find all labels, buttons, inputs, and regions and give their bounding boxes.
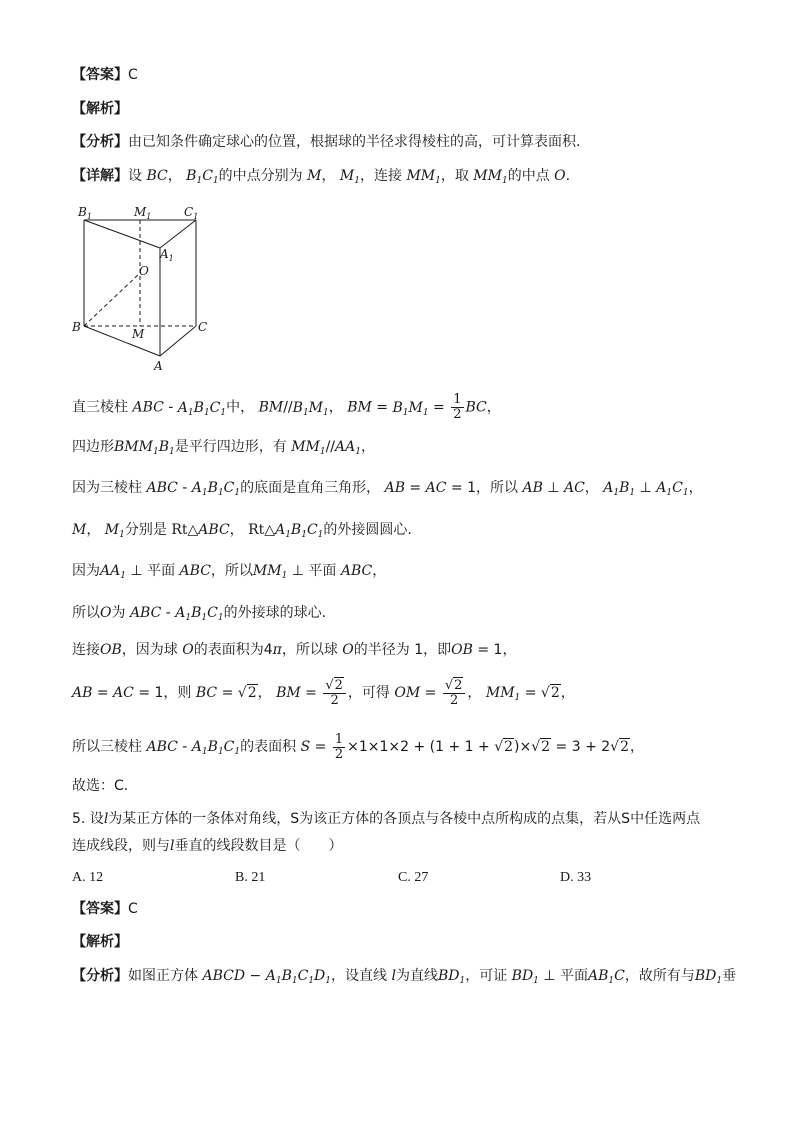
- solution-line-8: AB = AC = 1，则 BC = √2， BM = $\frac{√2}{2}$ ，可得 OM = $\frac{√2}{2}$ ， $MM_1 = √2$，: [72, 677, 575, 708]
- answer-line-2: [72, 899, 138, 919]
- question-5-line-1: 5. 设l为某正方体的一条体对角线，S为该正方体的各顶点与各棱中点所构成的点集，若从S中任选两点: [72, 811, 701, 827]
- analysis-label: 【解析】: [72, 101, 128, 117]
- solution-line-1: 直三棱柱 ABC - $A_1B_1C_1$中， $BM//B_1M_1$， BM = $B_1M_1$ = $\frac{1}{2}$ BC，: [72, 392, 501, 422]
- text: 平面: [308, 563, 337, 579]
- text: 直三棱柱: [72, 399, 128, 416]
- text: ，: [321, 168, 336, 184]
- text: C: [128, 901, 138, 917]
- text: 的底面是直角三角形，: [240, 480, 381, 496]
- label-m1: $M_1$: [134, 205, 152, 221]
- analysis-heading-1: [72, 99, 128, 119]
- solution-line-10: [72, 776, 128, 796]
- text: 平面: [560, 968, 589, 984]
- text: ，: [467, 685, 482, 701]
- label-a1: $A_1$: [160, 247, 174, 263]
- text: ，故所有与: [624, 968, 695, 984]
- text: 的中点分别为: [218, 168, 303, 184]
- text: 垂: [722, 968, 737, 984]
- label-a: A: [154, 359, 163, 373]
- label-m: M: [132, 327, 145, 341]
- text: ，因为球: [121, 642, 178, 658]
- solution-line-5: 因为$AA_1$ ⊥ 平面 ABC，所以$MM_1$ ⊥ 平面 ABC，: [72, 563, 387, 581]
- label-b1: $B_1$: [78, 205, 92, 221]
- text: ，所以: [210, 563, 253, 579]
- text: ，所以球: [281, 642, 338, 658]
- text: 垂直的线段数目是（ ）: [174, 838, 343, 854]
- text: 的半径为 1，即: [353, 642, 452, 658]
- text: 设: [128, 168, 142, 184]
- edge-ba: [84, 326, 160, 356]
- edge-b1a1: [84, 220, 160, 248]
- answer-value: C: [128, 67, 138, 83]
- text: 因为三棱柱: [72, 480, 142, 496]
- text: 分别是: [124, 522, 167, 538]
- solution-line-7: 连接OB，因为球 O的表面积为4π，所以球 O的半径为 1，即OB = 1，: [72, 642, 517, 658]
- text: ，所以: [476, 480, 518, 496]
- fenxi-line-2: 【分析】如图正方体 ABCD − $A_1B_1C_1D_1$，设直线 l为直线$BD_1$，可证 $BD_1$ ⊥ 平面$AB_1C$，故所有与$BD_1$垂: [72, 968, 737, 986]
- label-c: C: [198, 320, 208, 334]
- option-b: B. 21: [235, 870, 266, 885]
- option-d: D. 33: [560, 870, 592, 885]
- text: ，则: [163, 685, 192, 701]
- prism-figure: [72, 200, 222, 375]
- fenxi-text: 由已知条件确定球心的位置，根据球的半径求得棱柱的高，可计算表面积.: [128, 134, 581, 150]
- text: ，连接: [359, 168, 402, 184]
- option-c: C. 27: [398, 870, 429, 885]
- text: ，设直线: [331, 968, 388, 984]
- text: ，: [229, 522, 244, 538]
- question-5-line-2: 连成线段，则与l垂直的线段数目是（ ）: [72, 838, 343, 854]
- text: 的表面积: [240, 739, 297, 755]
- text: 的外接球的球心.: [223, 605, 327, 621]
- text: ，: [167, 168, 182, 184]
- solution-line-9: 所以三棱柱 ABC - $A_1B_1C_1$的表面积 S = $\frac{1}{2}$ ×1×1×2 + (1 + 1 + √2)×√2 = 3 + 2√2，: [72, 731, 644, 762]
- text: 的外接圆圆心.: [323, 522, 412, 538]
- text: 为某正方体的一条体对角线，S为该正方体的各顶点与各棱中点所构成的点集，若从S中任选两点: [108, 811, 701, 827]
- text: 连接: [72, 642, 100, 658]
- text: 故选：C.: [72, 778, 129, 794]
- text: 中，: [226, 399, 255, 416]
- solution-line-2: 四边形$BMM_1B_1$是平行四边形，有 $MM_1//AA_1$，: [72, 439, 375, 457]
- text: ，: [257, 685, 272, 701]
- option-a: A. 12: [72, 870, 104, 885]
- text: 的表面积为: [193, 642, 264, 658]
- text: 因为: [72, 563, 100, 579]
- text: ，: [688, 480, 703, 496]
- text: 【答案】: [72, 901, 128, 917]
- text: 为直线: [395, 968, 438, 984]
- analysis-heading-2: [72, 932, 128, 952]
- text: 的中点: [507, 168, 550, 184]
- text: 连成线段，则与: [72, 838, 170, 854]
- solution-line-4: M， $M_1$分别是 Rt△ABC， $Rt\triangle A_1B_1C_1$的外接圆圆心.: [72, 522, 412, 540]
- answer-label: 【答案】: [72, 67, 128, 83]
- text: 所以三棱柱: [72, 739, 142, 755]
- text: ，: [502, 642, 517, 658]
- text: 所以: [72, 605, 100, 621]
- text: ，: [86, 522, 101, 538]
- segment-bo-hidden: [84, 273, 140, 326]
- text: 四边形: [72, 439, 114, 455]
- edge-c1a1: [160, 220, 196, 248]
- answer-line-1: [72, 65, 138, 85]
- text: 为: [111, 605, 126, 621]
- text: 平面: [147, 563, 176, 579]
- text: 如图正方体: [128, 968, 198, 984]
- solution-line-6: 所以O为 ABC - $A_1B_1C_1$的外接球的球心.: [72, 605, 327, 623]
- text: .: [565, 168, 571, 184]
- text: 【解析】: [72, 934, 128, 950]
- text: ，可证: [465, 968, 508, 984]
- text: ，取: [440, 168, 469, 184]
- text: ，: [328, 399, 343, 416]
- solution-line-3: 因为三棱柱 ABC - $A_1B_1C_1$的底面是直角三角形， AB = AC = 1，所以 AB ⊥ AC， $A_1B_1$ ⊥ $A_1C_1$，: [72, 480, 703, 498]
- edge-ca: [160, 326, 196, 356]
- label-c1: $C_1$: [184, 205, 199, 221]
- detail-label: 【详解】: [72, 168, 128, 184]
- label-o: O: [139, 264, 149, 278]
- text: 【分析】: [72, 968, 128, 984]
- detail-line: 【详解】设 BC， $B_1C_1$的中点分别为 M， $M_1$，连接 $MM_1$，取 $MM_1$的中点 O.: [72, 168, 571, 186]
- text: 5. 设: [72, 811, 104, 827]
- label-b: B: [72, 320, 81, 334]
- text: 是平行四边形，有: [174, 439, 287, 455]
- fenxi-label: 【分析】: [72, 134, 128, 150]
- fenxi-line-1: [72, 132, 580, 152]
- text: ，可得: [347, 685, 390, 701]
- text: ，: [372, 563, 387, 579]
